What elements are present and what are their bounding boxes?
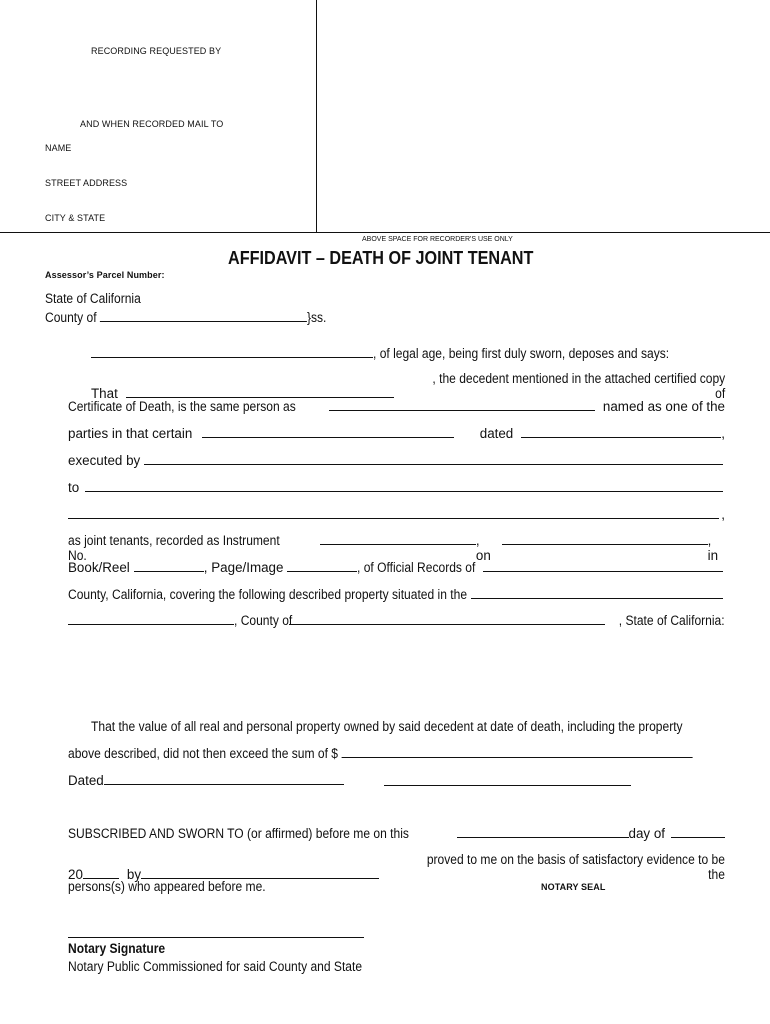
affiant-signature-blank[interactable]	[384, 772, 631, 786]
book-reel-blank[interactable]	[134, 559, 204, 572]
recorder-box-bottom-rule	[0, 232, 770, 233]
month-blank[interactable]	[671, 825, 725, 838]
city-blank[interactable]	[471, 586, 723, 599]
official-records-county-blank[interactable]	[483, 559, 723, 572]
notary-signature-label: Notary Signature	[68, 941, 166, 956]
county-blank[interactable]	[100, 309, 307, 322]
affiant-line: , of legal age, being first duly sworn, deposes and says:	[91, 345, 702, 361]
grantee-continued-line: ,	[68, 506, 725, 522]
by-person-blank[interactable]	[141, 866, 379, 879]
venue-county-line: County of }ss.	[45, 310, 327, 325]
value-amount-blank[interactable]	[341, 745, 692, 758]
city-location-blank[interactable]	[68, 612, 234, 625]
recorder-use-only-label: ABOVE SPACE FOR RECORDER'S USE ONLY	[362, 236, 513, 243]
notary-commission-label: Notary Public Commissioned for said County and State	[68, 959, 363, 974]
notary-by-line: 20 by proved to me on the basis of satisfactory evidence to be the	[68, 852, 725, 882]
subscribed-line: SUBSCRIBED AND SWORN TO (or affirmed) before me on this day of	[68, 825, 725, 841]
notary-signature-blank[interactable]	[68, 924, 364, 938]
property-location-line: County, California, covering the following described property situated in the	[68, 586, 725, 602]
value-statement-line1: That the value of all real and personal property owned by said decedent at date of death, including the property	[91, 719, 683, 734]
dated-blank[interactable]	[104, 772, 344, 785]
certificate-line: Certificate of Death, is the same person as named as one of the	[68, 399, 725, 414]
decedent-line: That , the decedent mentioned in the attached certified copy of	[91, 371, 725, 401]
persons-appeared-line: persons(s) who appeared before me.	[68, 879, 266, 894]
executed-by-line: executed by	[68, 452, 725, 468]
instrument-number-blank[interactable]	[320, 532, 475, 545]
recording-requested-label: RECORDING REQUESTED BY	[91, 46, 222, 56]
city-state-label: CITY & STATE	[45, 213, 106, 223]
instrument-date-blank[interactable]	[521, 425, 721, 438]
affiant-name-blank[interactable]	[91, 345, 373, 358]
recorder-box-divider	[316, 0, 317, 232]
grantee-line: to	[68, 479, 725, 495]
parties-line: parties in that certain dated ,	[68, 426, 725, 441]
venue-state: State of California	[45, 291, 141, 306]
recording-date-blank[interactable]	[502, 532, 708, 545]
year-blank[interactable]	[83, 866, 119, 879]
value-statement-line2: above described, did not then exceed the sum of $	[68, 745, 762, 761]
apn-label: Assessor’s Parcel Number:	[45, 270, 165, 280]
instrument-type-blank[interactable]	[202, 425, 454, 438]
when-recorded-label: AND WHEN RECORDED MAIL TO	[80, 119, 224, 129]
day-blank[interactable]	[457, 825, 629, 838]
notary-seal-label: NOTARY SEAL	[541, 882, 606, 892]
county-state-line: , County of , State of California:	[68, 612, 725, 628]
instrument-line: as joint tenants, recorded as Instrument No. , on , in	[68, 533, 719, 563]
document-title: AFFIDAVIT – DEATH OF JOINT TENANT	[228, 248, 534, 268]
decedent-name-blank[interactable]	[126, 385, 394, 398]
book-page-line: Book/Reel , Page/Image , of Official Records of	[68, 559, 725, 575]
grantee-continued-blank[interactable]	[68, 506, 719, 519]
executed-by-blank[interactable]	[144, 452, 723, 465]
street-address-label: STREET ADDRESS	[45, 178, 128, 188]
grantee-blank[interactable]	[85, 479, 723, 492]
property-county-blank[interactable]	[289, 612, 605, 625]
page-image-blank[interactable]	[287, 559, 357, 572]
dated-line: Dated	[68, 772, 344, 788]
name-label: NAME	[45, 143, 72, 153]
named-person-blank[interactable]	[329, 398, 595, 411]
